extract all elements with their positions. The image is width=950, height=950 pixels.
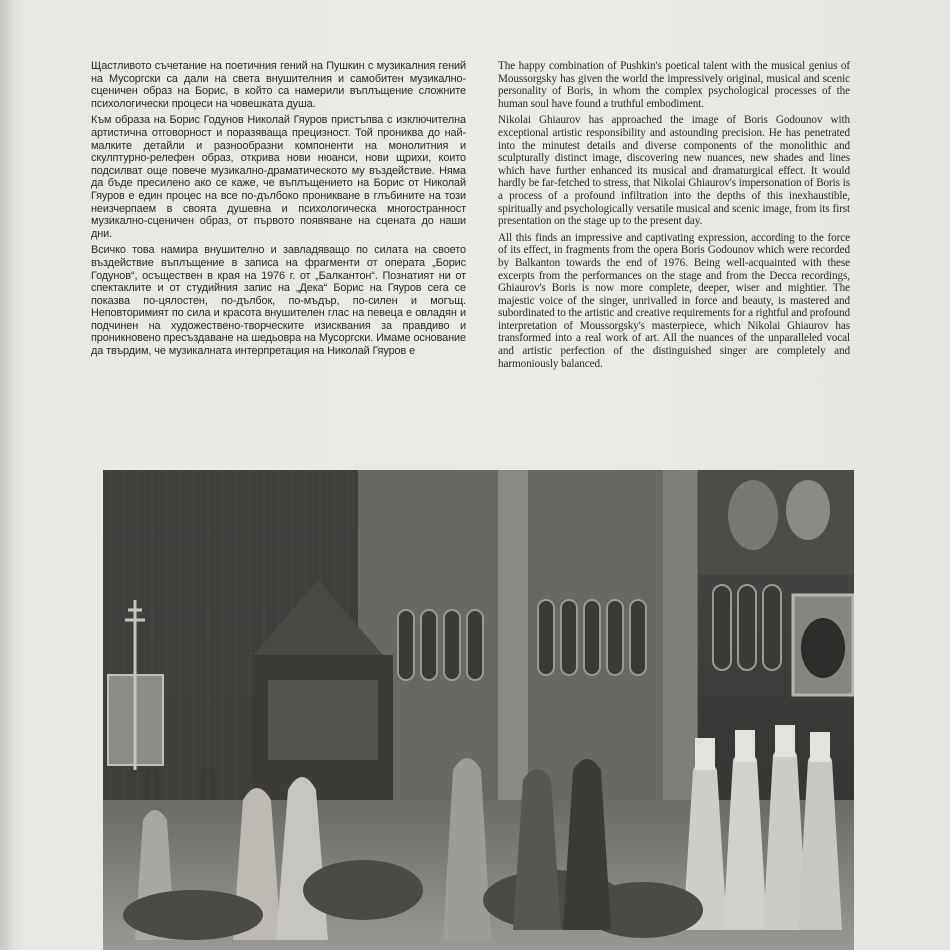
bulgarian-paragraph-3: Всичко това намира внушително и завладяващо по силата на своето въздействие въплъщение в записа на фрагменти от операта „Борис Годунов“, осъществен в края на 1976 г. от „Балкантон“. Познатият ни от спектаклите и от студийния запис на „Дека“ Борис на Гяуров сега се показва по-цялостен, по-дълбок, по-мъдър, по-силен и могъщ. Неповторимият по сила и красота внушителен глас на певеца е овладян и подчинен на художествено-творческите изисквания за правдиво и проникновено пресъздаване на шедьовра на Мусоргски. Имаме основание да твърдим, че музикалната интерпретация на Николай Гяуров е	[91, 244, 466, 358]
english-paragraph-2: Nikolai Ghiaurov has approached the image of Boris Godounov with exceptional artistic responsibility and astounding precision. He has penetrated into the minutest details and diverse components of the monolithic and sculpturally distinct image, discovering new nuances, new shades and lines which have further enhanced its musical and dramaturgical effect. It would hardly be far-fetched to stress, that Nikolai Ghiaurov's impersonation of Boris is a process of a profound infiltration into the depths of this inexhaustible, spiritually and psychologically versatile musical and scenic image, from its first presentation on the stage up to the present day.	[498, 114, 850, 228]
stage-scene-illustration	[103, 470, 854, 950]
english-text-column	[498, 60, 850, 374]
bulgarian-paragraph-2: Към образа на Борис Годунов Николай Гяуров пристъпва с изключителна артистична отговорност и поразяваща прецизност. Той прониква до най-малките детайли и разнообразни компоненти на монолитния и скулптурно-релефен образ, открива нови нюанси, нови щрихи, които подсилват още повече музикално-драматическото му въздействие. Няма да бъде пресилено ако се каже, че въплъщението на Борис от Николай Гяуров е един процес на все по-дълбоко проникване в глъбините на този неизчерпаем в своята душевна и психологическа многостранност музикално-сценичен образ, от първото появяване на сцената до наши дни.	[91, 114, 466, 240]
binding-shadow	[0, 0, 14, 950]
opera-stage-photo	[103, 470, 854, 950]
bulgarian-paragraph-1: Щастливото съчетание на поетичния гений на Пушкин с музикалния гений на Мусоргски са дали на света внушителния и самобитен музикално-сценичен образ на Борис, в който са намерили въплъщение сложните психологически процеси на човешката душа.	[91, 60, 466, 110]
english-paragraph-1: The happy combination of Pushkin's poetical talent with the musical genius of Moussorgsky has given the world the impressively original, musical and scenic personality of Boris, in whom the complex psychological processes of the human soul have found a truthful embodiment.	[498, 60, 850, 110]
english-paragraph-3: All this finds an impressive and captivating expression, according to the force of its effect, in fragments from the opera Boris Godounov which were recorded by Balkanton towards the end of 1976. Being well-acquainted with these excerpts from the performances on the stage and from the Decca recordings, Ghiaurov's Boris is now more complete, deeper, wiser and mightier. The majestic voice of the singer, unrivalled in force and beauty, is mastered and subordinated to the artistic and creative requirements for a rightful and profound interpretation of Moussorgsky's masterpiece, which Nikolai Ghiaurov has transformed into a real work of art. All the nuances of the unparalleled vocal and artistic perfection of the distinguished singer are completely and harmoniously balanced.	[498, 231, 850, 370]
bulgarian-text-column	[91, 60, 466, 362]
